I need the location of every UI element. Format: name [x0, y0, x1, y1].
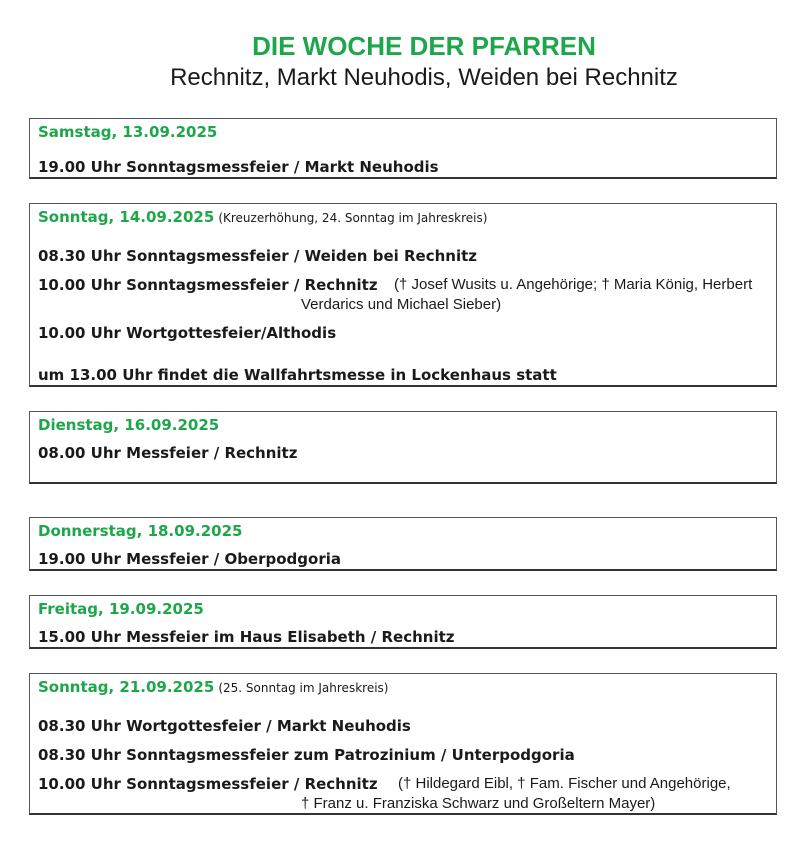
day-date: Donnerstag, 18.09.2025: [38, 522, 243, 540]
day-date: Dienstag, 16.09.2025: [38, 416, 220, 434]
mass-intention: († Josef Wusits u. Angehörige; † Maria König, Herbert: [394, 276, 753, 293]
event-line: 08.00 Uhr Messfeier / Rechnitz: [38, 444, 298, 462]
day-date: Freitag, 19.09.2025: [38, 600, 204, 618]
event-line: 19.00 Uhr Messfeier / Oberpodgoria: [38, 550, 341, 568]
event-line: 08.30 Uhr Sonntagsmessfeier zum Patrozinium / Unterpodgoria: [38, 746, 575, 764]
day-box-sonntag-1409: [29, 203, 777, 387]
event-line: 10.00 Uhr Wortgottesfeier/Althodis: [38, 324, 337, 342]
day-box-dienstag: [29, 411, 777, 484]
day-date: [38, 678, 388, 696]
day-note: (Kreuzerhöhung, 24. Sonntag im Jahreskreis): [218, 211, 488, 225]
mass-intention: Verdarics und Michael Sieber): [301, 296, 502, 313]
event-line: um 13.00 Uhr findet die Wallfahrtsmesse in Lockenhaus statt: [38, 366, 557, 384]
day-box-sonntag-2109: [29, 673, 777, 815]
day-box-samstag: [29, 118, 777, 179]
day-date-label: Sonntag, 14.09.2025: [38, 208, 215, 226]
event-line: 15.00 Uhr Messfeier im Haus Elisabeth / Rechnitz: [38, 628, 455, 646]
page-subtitle: Rechnitz, Markt Neuhodis, Weiden bei Rechnitz: [170, 64, 678, 91]
event-line: 10.00 Uhr Sonntagsmessfeier / Rechnitz: [38, 276, 378, 294]
day-date: Samstag, 13.09.2025: [38, 123, 218, 141]
day-date-label: Sonntag, 21.09.2025: [38, 678, 215, 696]
page-title: DIE WOCHE DER PFARREN: [252, 31, 596, 61]
mass-intention: († Hildegard Eibl, † Fam. Fischer und Angehörige,: [398, 775, 731, 792]
mass-intention: † Franz u. Franziska Schwarz und Großeltern Mayer): [301, 795, 656, 812]
day-note: (25. Sonntag im Jahreskreis): [218, 681, 389, 695]
day-box-freitag: [29, 595, 777, 649]
event-line: 19.00 Uhr Sonntagsmessfeier / Markt Neuhodis: [38, 158, 439, 176]
day-box-donnerstag: [29, 517, 777, 571]
event-line: 08.30 Uhr Sonntagsmessfeier / Weiden bei Rechnitz: [38, 247, 477, 265]
event-line: 10.00 Uhr Sonntagsmessfeier / Rechnitz: [38, 775, 378, 793]
day-date: [38, 208, 487, 226]
event-line: 08.30 Uhr Wortgottesfeier / Markt Neuhodis: [38, 717, 411, 735]
